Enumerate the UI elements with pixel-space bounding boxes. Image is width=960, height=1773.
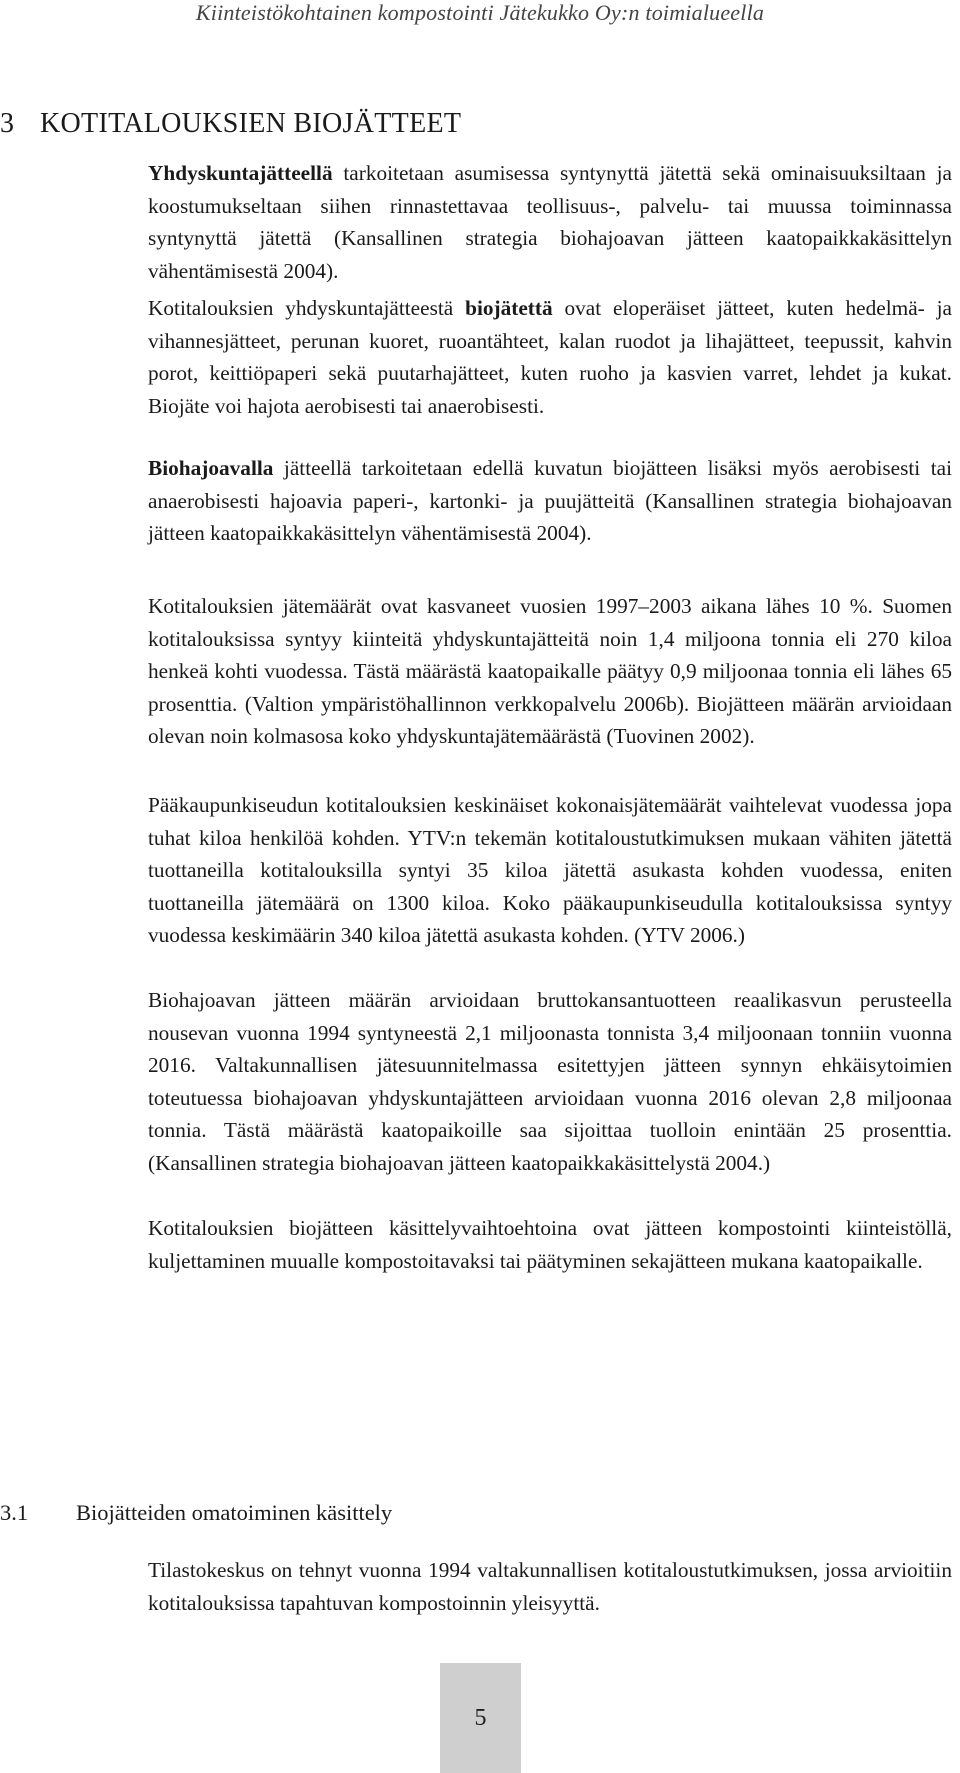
term-biohajoavalla: Biohajoavalla [148,456,274,480]
term-yhdyskuntajatteella: Yhdyskuntajätteellä [148,161,333,185]
paragraph-lead: Kotitalouksien yhdyskuntajätteestä [148,296,466,320]
paragraph-biohajoava [148,452,952,550]
paragraph-kasittelyvaihtoehdot [148,1212,952,1277]
paragraph-text: Kotitalouksien biojätteen käsittelyvaihtoehtoina ovat jätteen kompostointi kiinteistöllä, kuljettaminen muualle kompostoitavaksi tai päätyminen sekajätteen mukana kaatopaikalle. [148,1216,952,1273]
paragraph-text: Biohajoavan jätteen määrän arvioidaan bruttokansantuotteen reaalikasvun perusteella nousevan vuonna 1994 syntyneestä 2,1 miljoonasta tonnista 3,4 miljoonaan tonniin vuonna 2016. Valtakunnallisen jätesuunnitelmassa esitettyjen jätteen synnyn ehkäisytoimien toteutuessa biohajoavan yhdyskuntajätteen arvioidaan vuonna 2016 olevan 2,8 miljoonaa tonnia. Tästä määrästä kaatopaikoille saa sijoittaa tuolloin enintään 25 prosenttia. (Kansallinen strategia biohajoavan jätteen kaatopaikkakäsittelystä 2004.) [148,988,952,1175]
paragraph-text: Kotitalouksien jätemäärät ovat kasvaneet vuosien 1997–2003 aikana lähes 10 %. Suomen kotitalouksissa syntyy kiinteitä yhdyskuntajätteitä noin 1,4 miljoona tonnia eli 270 kiloa henkeä kohti vuodessa. Tästä määrästä kaatopaikalle päätyy 0,9 miljoonaa tonnia eli lähes 65 prosenttia. (Valtion ympäristöhallinnon verkkopalvelu 2006b). Biojätteen määrän arvioidaan olevan noin kolmasosa koko yhdyskuntajätemäärästä (Tuovinen 2002). [148,594,952,748]
term-biojatetta: biojätettä [465,296,553,320]
chapter-heading [0,108,461,140]
paragraph-text: Tilastokeskus on tehnyt vuonna 1994 valtakunnallisen kotitaloustutkimuksen, jossa arvioitiin kotitalouksissa tapahtuvan kompostoinnin yleisyyttä. [148,1558,952,1615]
paragraph-jatemaarat [148,590,952,753]
running-header: Kiinteistökohtainen kompostointi Jätekukko Oy:n toimialueella [195,0,765,25]
paragraph-tilastokeskus [148,1554,952,1619]
page-number-label: 5 [474,1704,487,1731]
section-title: Biojätteiden omatoiminen käsittely [76,1500,393,1525]
paragraph-biojate [148,292,952,422]
paragraph-text: ovat eloperäiset jätteet, kuten hedelmä- ja vihannesjätteet, perunan kuoret, ruoantähteet, kalan ruodot ja lihajätteet, teepussit, kahvin porot, keittiöpaperi sekä puutarhajätteet, kuten ruoho ja kasvien varret, lehdet ja kukat. Biojäte voi hajota aerobisesti tai anaerobisesti. [148,296,952,418]
section-number: 3.1 [0,1500,29,1525]
paragraph-text: Pääkaupunkiseudun kotitalouksien keskinäiset kokonaisjätemäärät vaihtelevat vuodessa jopa tuhat kiloa henkilöä kohden. YTV:n tekemän kotitaloustutkimuksen mukaan vähiten jätettä tuottaneilla kotitalouksilla syntyi 35 kiloa jätettä asukasta kohden vuodessa, eniten tuottaneilla jätemäärä on 1300 kiloa. Koko pääkaupunkiseudulla kotitalouksissa syntyy vuodessa keskimäärin 340 kiloa jätettä asukasta kohden. (YTV 2006.) [148,793,952,947]
section-heading [0,1500,392,1526]
paragraph-text: tarkoitetaan asumisessa syntynyttä jätettä sekä ominaisuuksiltaan ja koostumukseltaan siihen rinnastettavaa teollisuus-, palvelu- tai muussa toiminnassa syntynyttä jätettä (Kansallinen strategia biohajoavan jätteen kaatopaikkakäsittelyn vähentämisestä 2004). [148,161,952,283]
chapter-title: KOTITALOUKSIEN BIOJÄTTEET [40,108,462,139]
page-number [440,1663,521,1773]
chapter-number: 3 [0,108,15,139]
paragraph-paakaupunkiseutu [148,789,952,952]
paragraph-yhdyskuntajate [148,157,952,287]
paragraph-text: jätteellä tarkoitetaan edellä kuvatun biojätteen lisäksi myös aerobisesti tai anaerobisesti hajoavia paperi-, kartonki- ja puujätteitä (Kansallinen strategia biohajoavan jätteen kaatopaikkakäsittelyn vähentämisestä 2004). [148,456,952,545]
paragraph-biohajoavan-maara [148,984,952,1179]
